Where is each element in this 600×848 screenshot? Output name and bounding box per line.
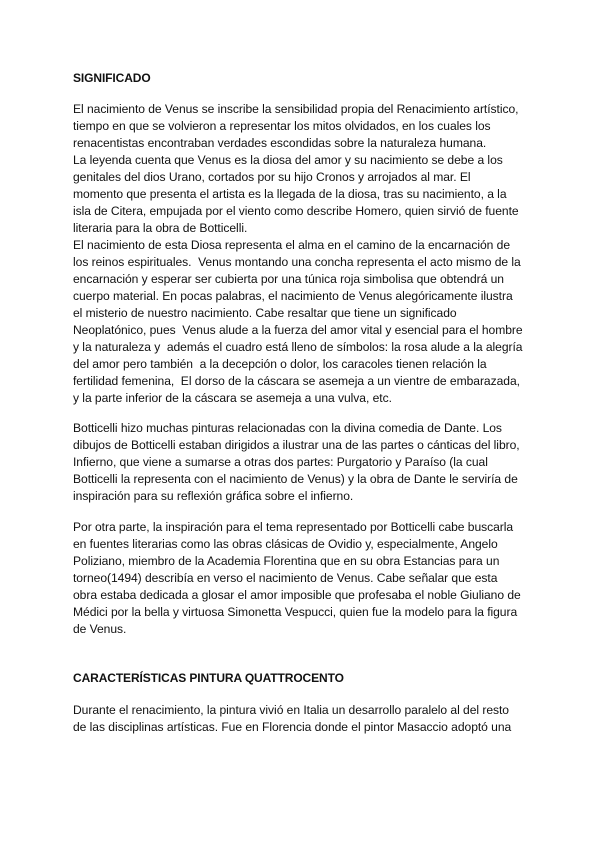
text-line: El nacimiento de Venus se inscribe la sensibilidad propia del Renacimiento artístico, <box>73 102 519 116</box>
text-line: isla de Citera, empujada por el viento como describe Homero, quien sirvió de fuente <box>73 204 519 218</box>
text-line: Durante el renacimiento, la pintura vivió en Italia un desarrollo paralelo al del resto <box>73 703 509 717</box>
text-line: obra estaba dedicada a glosar el amor imposible que profesaba el noble Giuliano de <box>73 588 521 602</box>
text-line: cuerpo material. En pocas palabras, el nacimiento de Venus alegóricamente ilustra <box>73 289 513 303</box>
text-line: genitales del dios Urano, cortados por su hijo Cronos y arrojados al mar. El <box>73 170 471 184</box>
text-line: Botticelli hizo muchas pinturas relacionadas con la divina comedia de Dante. Los <box>73 421 502 435</box>
text-line: El nacimiento de esta Diosa representa el alma en el camino de la encarnación de <box>73 238 511 252</box>
text-line: La leyenda cuenta que Venus es la diosa del amor y su nacimiento se debe a los <box>73 153 503 167</box>
text-line: los reinos espirituales. Venus montando una concha representa el acto mismo de la <box>73 255 521 269</box>
text-line: y la naturaleza y además el cuadro está lleno de símbolos: la rosa alude a la alegría <box>73 340 523 354</box>
text-line: el misterio de nuestro nacimiento. Cabe resaltar que tiene un significado <box>73 306 457 320</box>
text-line: del amor pero también a la decepción o dolor, los caracoles tienen relación la <box>73 357 487 371</box>
text-line: dibujos de Botticelli estaban dirigidos a ilustrar una de las partes o cánticas del libro, <box>73 438 520 452</box>
text-line: encarnación y esperar ser cubierta por una túnica roja simbolisa que obtendrá un <box>73 272 504 286</box>
text-line: de las disciplinas artísticas. Fue en Florencia donde el pintor Masaccio adoptó una <box>73 720 512 734</box>
text-line: en fuentes literarias como las obras clásicas de Ovidio y, especialmente, Angelo <box>73 537 498 551</box>
text-line: Médici por la bella y virtuosa Simonetta Vespucci, quien fue la modelo para la figura <box>73 605 518 619</box>
text-line: Poliziano, miembro de la Academia Florentina que en su obra Estancias para un <box>73 554 500 568</box>
text-line: Neoplatónico, pues Venus alude a la fuerza del amor vital y esencial para el hombre <box>73 323 523 337</box>
text-line: renacentistas encontraban verdades escondidas sobre la naturaleza humana. <box>73 136 487 150</box>
text-line: de Venus. <box>73 622 127 636</box>
heading-significado: SIGNIFICADO <box>73 71 151 85</box>
text-line: literaria para la obra de Botticelli. <box>73 221 248 235</box>
text-line: inspiración para su reflexión gráfica sobre el infierno. <box>73 489 354 503</box>
text-line: fertilidad femenina, El dorso de la cáscara se asemeja a un vientre de embarazada, <box>73 374 520 388</box>
text-line: y la parte inferior de la cáscara se asemeja a una vulva, etc. <box>73 391 392 405</box>
text-line: Por otra parte, la inspiración para el tema representado por Botticelli cabe buscarla <box>73 520 514 534</box>
text-line: Infierno, que viene a sumarse a otras dos partes: Purgatorio y Paraíso (la cual <box>73 455 488 469</box>
text-line: tiempo en que se volvieron a representar los mitos olvidados, en los cuales los <box>73 119 491 133</box>
text-line: torneo(1494) describía en verso el nacimiento de Venus. Cabe señalar que esta <box>73 571 498 585</box>
text-line: Botticelli la representa con el nacimiento de Venus) y la obra de Dante le serviría de <box>73 472 518 486</box>
heading-caracteristicas: CARACTERÍSTICAS PINTURA QUATTROCENTO <box>73 671 344 685</box>
text-line: momento que presenta el artista es la llegada de la diosa, tras su nacimiento, a la <box>73 187 507 201</box>
